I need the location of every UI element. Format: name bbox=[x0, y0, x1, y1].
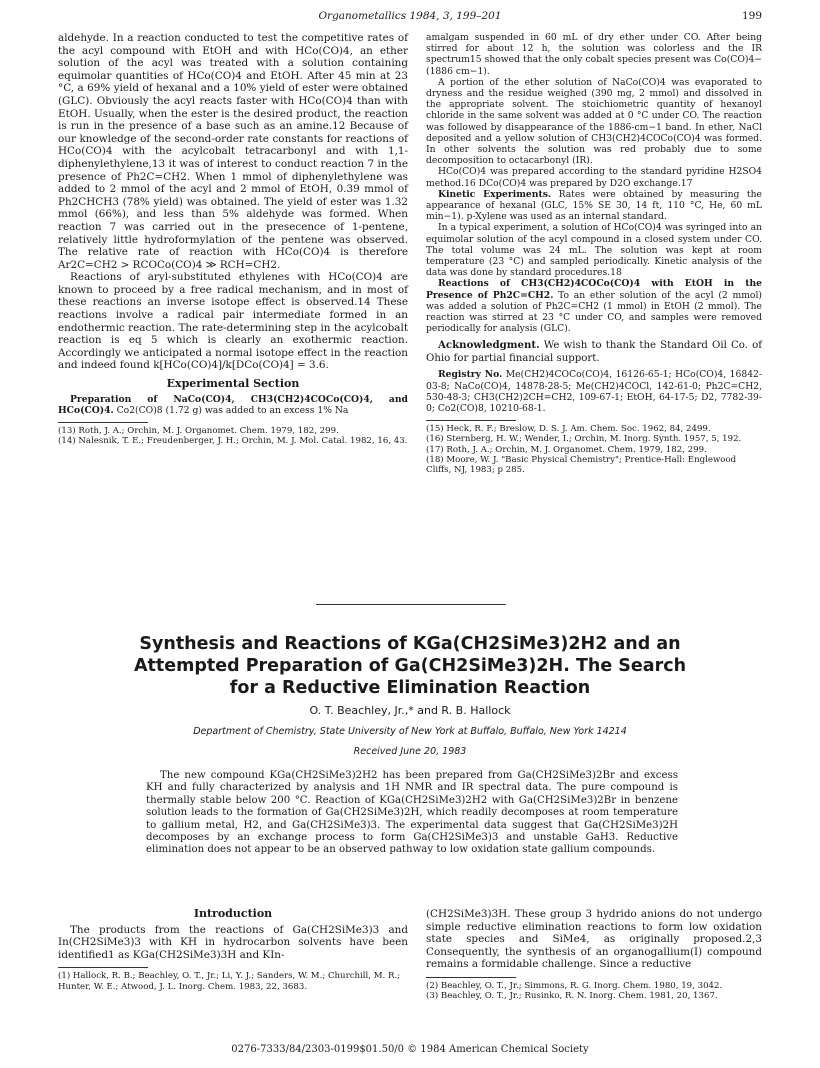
footnote: (2) Beachley, O. T., Jr.; Simmons, R. G. Inorg. Chem. 1980, 19, 3042. bbox=[426, 980, 723, 991]
paragraph: A portion of the ether solution of NaCo(CO)4 was evaporated to dryness and the residue weighed (390 mg, 2 mmol) and dissolved in the appropriate solvent. The stoichiometric quantity of hexanoyl chloride in the same solvent was added at 0 °C under CO. The reaction was followed by disappearance of the 1886-cm−1 band. In ether, NaCl deposited and a yellow solution of CH3(CH2)4COCo(CO)4 was formed. In other solvents the solution was red probably due to some decomposition to octacarbonyl (IR). bbox=[426, 76, 762, 167]
run-in-heading: Reactions of CH3(CH2)4COCo(CO)4 with EtOH in the Presence of Ph2C=CH2. bbox=[426, 278, 762, 301]
footnotes bbox=[426, 981, 762, 1001]
footnote: (17) Roth, J. A.; Orchin, M. J. Organomet. Chem. 1979, 182, 299. bbox=[426, 444, 707, 455]
bottom-left-column bbox=[58, 908, 408, 992]
paragraph: Reactions of aryl-substituted ethylenes with HCo(CO)4 are known to proceed by a free radical mechanism, and in most of these reactions an inverse isotope effect is observed.14 These reactions involve a radical pair intermediate formed in an endothermic reaction. The rate-determining step in the acylcobalt reaction is eq 5 which is clearly an exothermic reaction. Accordingly we anticipated a normal isotope effect in the reaction and indeed found k[HCo(CO)4]/k[DCo(CO)4] = 3.6. bbox=[58, 271, 408, 372]
top-left-column bbox=[58, 32, 408, 446]
footnote: (15) Heck, R. F.; Breslow, D. S. J. Am. Chem. Soc. 1962, 84, 2499. bbox=[426, 424, 711, 435]
section-heading: Introduction bbox=[193, 907, 273, 920]
footnotes bbox=[58, 971, 408, 991]
footnote-rule bbox=[426, 420, 516, 421]
footnote: (16) Sternberg, H. W.; Wender, I.; Orchin, M. Inorg. Synth. 1957, 5, 192. bbox=[426, 434, 742, 445]
journal-citation: Organometallics 1984, 3, 199–201 bbox=[318, 10, 502, 22]
footnote-rule bbox=[426, 977, 516, 978]
article-divider bbox=[316, 604, 506, 605]
paragraph: The products from the reactions of Ga(CH2SiMe3)3 and In(CH2SiMe3)3 with KH in hydrocarbon solvents have been identified1 as KGa(CH2SiMe3)3H and KIn- bbox=[58, 923, 408, 961]
article-title: Synthesis and Reactions of KGa(CH2SiMe3)2H2 and an Attempted Preparation of Ga(CH2SiMe3)2H. The Search for a Reductive Elimination Reaction bbox=[133, 634, 687, 698]
paragraph bbox=[426, 189, 762, 223]
run-in-heading: Registry No. bbox=[438, 369, 503, 381]
run-in-heading: Preparation of NaCo(CO)4, CH3(CH2)4COCo(CO)4, and HCo(CO)4. bbox=[58, 393, 408, 416]
paragraph: (CH2SiMe3)3H. These group 3 hydrido anions do not undergo simple reductive elimination reactions to form low oxidation state species and SiMe4, as originally proposed.2,3 Consequently, the synthesis of an organogallium(I) compound remains a formidable challenge. Since a reductive bbox=[426, 908, 762, 971]
copyright-footer: 0276-7333/84/2303-0199$01.50/0 © 1984 American Chemical Society bbox=[231, 1044, 589, 1055]
top-right-column bbox=[426, 32, 762, 475]
run-in-heading: Kinetic Experiments. bbox=[438, 188, 552, 200]
footnote: (1) Hallock, R. B.; Beachley, O. T., Jr.; Li, Y. J.; Sanders, W. M.; Churchill, M. R.; Hunter, W. E.; Atwood, J. L. Inorg. Chem. 1983, 22, 3683. bbox=[58, 971, 401, 992]
footnote: (14) Nalesnik, T. E.; Freudenberger, J. H.; Orchin, M. J. Mol. Catal. 1982, 16, 43. bbox=[58, 436, 408, 447]
page-number: 199 bbox=[741, 10, 762, 22]
article-authors: O. T. Beachley, Jr.,* and R. B. Hallock bbox=[309, 704, 511, 717]
paragraph: aldehyde. In a reaction conducted to test the competitive rates of the acyl compound with EtOH and with HCo(CO)4, an ether solution of the acyl was treated with a solution containing equimolar quantities of HCo(CO)4 and EtOH. After 45 min at 23 °C, a 69% yield of hexanal and a 10% yield of ester were obtained (GLC). Obviously the acyl reacts faster with HCo(CO)4 than with EtOH. Usually, when the ester is the desired product, the reaction is run in the presence of a base such as an amine.12 Because of our knowledge of the second-order rate constants for reactions of HCo(CO)4 with the acylcobalt tetracarbonyl and with 1,1-diphenylethylene,13 it was of interest to conduct reaction 7 in the presence of Ph2C=CH2. When 1 mmol of diphenylethylene was added to 2 mmol of the acyl and 2 mmol of EtOH, 0.39 mmol of Ph2CHCH3 (78% yield) was obtained. The yield of ester was 1.32 mmol (66%), and less than 5% aldehyde was formed. When reaction 7 was carried out in the presecence of 1-pentene, relatively little hydroformylation of the pentene was observed. The relative rate of reaction with HCo(CO)4 is therefore Ar2C=CH2 > RCOCo(CO)4 ≫ RCH=CH2. bbox=[58, 32, 408, 271]
acknowledgment bbox=[426, 339, 762, 365]
paragraph bbox=[58, 394, 408, 416]
received-date: Received June 20, 1983 bbox=[353, 746, 467, 757]
paragraph: amalgam suspended in 60 mL of dry ether under CO. After being stirred for about 12 h, the solution was colorless and the IR spectrum15 showed that the only cobalt species present was Co(CO)4− (1886 cm−1). bbox=[426, 32, 762, 77]
registry-numbers bbox=[426, 369, 762, 414]
paragraph: HCo(CO)4 was prepared according to the standard pyridine H2SO4 method.16 DCo(CO)4 was prepared by D2O exchange.17 bbox=[426, 166, 762, 189]
running-header bbox=[0, 10, 820, 24]
paragraph-text: Co2(CO)8 (1.72 g) was added to an excess 1% Na bbox=[113, 404, 349, 416]
footnote-rule bbox=[58, 422, 148, 423]
abstract: The new compound KGa(CH2SiMe3)2H2 has been prepared from Ga(CH2SiMe3)2Br and excess KH and fully characterized by analysis and 1H NMR and IR spectral data. The pure compound is thermally stable below 200 °C. Reaction of KGa(CH2SiMe3)2H2 with Ga(CH2SiMe3)2Br in benzene solution leads to the formation of Ga(CH2SiMe3)2H, which readily decomposes at room temperature to gallium metal, H2, and Ga(CH2SiMe3)3. The experimental data suggest that Ga(CH2SiMe3)2H decomposes by an exchange process to form Ga(CH2SiMe3)3 and unstable GaH3. Reductive elimination does not appear to be an observed pathway to low oxidation state gallium compounds. bbox=[146, 770, 678, 856]
paragraph-text: To an ether solution of the acyl (2 mmol) was added a solution of Ph2C=CH2 (1 mmol) in EtOH (2 mmol). The reaction was stirred at 23 °C under CO, and samples were removed periodically for analysis (GLC). bbox=[426, 289, 762, 335]
footnote: (13) Roth, J. A.; Orchin, M. J. Organomet. Chem. 1979, 182, 299. bbox=[58, 426, 339, 437]
bottom-right-column bbox=[426, 908, 762, 1001]
paragraph: In a typical experiment, a solution of HCo(CO)4 was syringed into an equimolar solution of the acyl compound in a closed system under CO. The total volume was 24 mL. The solution was kept at room temperature (23 °C) and sampled periodically. Kinetic analysis of the data was done by standard procedures.18 bbox=[426, 222, 762, 279]
paragraph-text: Me(CH2)4COCo(CO)4, 16126-65-1; HCo(CO)4, 16842-03-8; NaCo(CO)4, 14878-28-5; Me(CH2)4COCl, 142-61-0; Ph2C=CH2, 530-48-3; CH3(CH2)2CH=CH2, 109-67-1; EtOH, 64-17-5; D2, 7782-39-0; Co2(CO)8, 10210-68-1. bbox=[426, 369, 762, 414]
footnote: (3) Beachley, O. T., Jr.; Rusinko, R. N. Inorg. Chem. 1981, 20, 1367. bbox=[426, 991, 718, 1002]
run-in-heading: Acknowledgment. bbox=[438, 339, 540, 352]
footnote-rule bbox=[58, 967, 148, 968]
paragraph bbox=[426, 278, 762, 334]
paragraph-text: We wish to thank the Standard Oil Co. of Ohio for partial financial support. bbox=[426, 340, 762, 364]
footnote: (18) Moore, W. J. "Basic Physical Chemistry"; Prentice-Hall: Englewood Cliffs, NJ, 1983; p 285. bbox=[426, 454, 737, 475]
paragraph-text: Rates were obtained by measuring the appearance of hexanal (GLC, 15% SE 30, 14 ft, 110 °C, He, 60 mL min−1). p-Xylene was used as an internal standard. bbox=[426, 188, 762, 223]
footnotes bbox=[58, 426, 408, 446]
footnotes bbox=[426, 424, 762, 475]
section-heading: Experimental Section bbox=[166, 377, 300, 391]
article-affiliation: Department of Chemistry, State University of New York at Buffalo, Buffalo, New York 14214 bbox=[193, 726, 627, 737]
